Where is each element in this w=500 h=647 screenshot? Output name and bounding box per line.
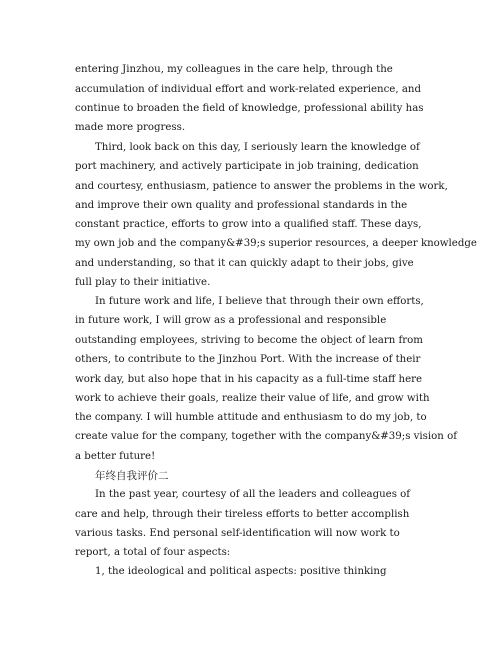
paragraph-line: a better future! <box>75 451 156 462</box>
paragraph-line: full play to their initiative. <box>75 277 211 288</box>
paragraph-line: work day, but also hope that in his capacity as a full-time staff here <box>75 374 423 385</box>
section-heading: 年终自我评价二 <box>95 470 169 482</box>
paragraph-line: report, a total of four aspects: <box>75 547 231 558</box>
paragraph-line: In future work and life, I believe that through their own efforts, <box>95 296 424 307</box>
paragraph-line: and understanding, so that it can quickly adapt to their jobs, give <box>75 258 414 269</box>
paragraph-line: in future work, I will grow as a professional and responsible <box>75 315 387 326</box>
paragraph-line: entering Jinzhou, my colleagues in the care help, through the <box>75 64 393 75</box>
paragraph-line: various tasks. End personal self-identification will now work to <box>75 528 400 539</box>
paragraph-line: accumulation of individual effort and work-related experience, and <box>75 84 421 95</box>
paragraph-line: the company. I will humble attitude and enthusiasm to do my job, to <box>75 412 427 423</box>
paragraph-line: create value for the company, together with the company&#39;s vision of <box>75 431 457 442</box>
paragraph-line: continue to broaden the field of knowledge, professional ability has <box>75 103 424 114</box>
paragraph-line: my own job and the company&#39;s superior resources, a deeper knowledge <box>75 238 477 249</box>
paragraph-line: constant practice, efforts to grow into a qualified staff. These days, <box>75 219 422 230</box>
paragraph-line: care and help, through their tireless efforts to better accomplish <box>75 509 410 520</box>
paragraph-line: work to achieve their goals, realize their value of life, and grow with <box>75 393 430 404</box>
paragraph-line: 1, the ideological and political aspects: positive thinking <box>95 566 387 577</box>
paragraph-line: made more progress. <box>75 122 186 133</box>
paragraph-line: port machinery, and actively participate in job training, dedication <box>75 161 419 172</box>
paragraph-line: Third, look back on this day, I seriously learn the knowledge of <box>95 142 420 153</box>
paragraph-line: others, to contribute to the Jinzhou Port. With the increase of their <box>75 354 421 365</box>
paragraph-line: In the past year, courtesy of all the leaders and colleagues of <box>95 489 411 500</box>
paragraph-line: and improve their own quality and professional standards in the <box>75 200 408 211</box>
paragraph-line: and courtesy, enthusiasm, patience to answer the problems in the work, <box>75 181 448 192</box>
paragraph-line: outstanding employees, striving to become the object of learn from <box>75 335 423 346</box>
